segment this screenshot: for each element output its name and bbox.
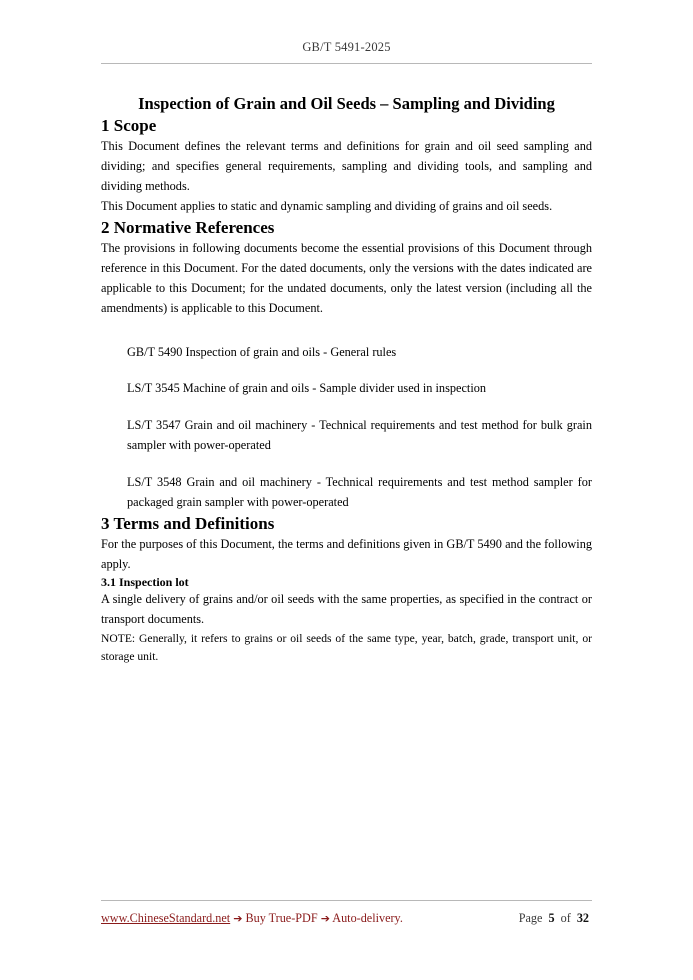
arrow-right-icon: ➔ — [233, 912, 243, 925]
section-heading-normative-references: 2 Normative References — [101, 217, 275, 237]
reference-item: LS/T 3547 Grain and oil machinery - Technical requirements and test method for bulk grain sampler with power-operated — [127, 418, 592, 453]
normative-intro-paragraph: The provisions in following documents become the essential provisions of this Document through reference in this Document. For the dated documents, only the versions with the dates indicated are applicable to this Document; for the undated documents, only the latest version (including all the amendments) is applicable to this Document. — [101, 240, 592, 315]
page-header — [101, 40, 592, 63]
section-heading-terms-and-definitions: 3 Terms and Definitions — [101, 513, 275, 533]
reference-item: LS/T 3545 Machine of grain and oils - Sample divider used in inspection — [127, 381, 487, 396]
page-content — [101, 40, 592, 667]
scope-paragraph-1: This Document defines the relevant terms and definitions for grain and oil seed sampling and dividing; and specifies general requirements, sampling and dividing tools, and sampling and dividing methods. — [101, 139, 592, 193]
arrow-right-icon: ➔ — [320, 912, 330, 925]
scope-paragraph-2: This Document applies to static and dynamic sampling and dividing of grains and oil seeds. — [101, 198, 553, 213]
page-footer — [101, 900, 592, 926]
reference-item: GB/T 5490 Inspection of grain and oils - General rules — [127, 344, 397, 359]
page-number: 5 — [548, 911, 555, 925]
header-divider — [101, 63, 592, 64]
auto-delivery-text: Auto-delivery. — [332, 911, 403, 925]
page-indicator — [519, 911, 592, 926]
subsection-heading-inspection-lot: 3.1 Inspection lot — [101, 574, 189, 589]
terms-intro-paragraph: For the purposes of this Document, the terms and definitions given in GB/T 5490 and the following apply. — [101, 537, 592, 571]
inspection-lot-paragraph: A single delivery of grains and/or oil seeds with the same properties, as specified in the contract or transport documents. — [101, 591, 592, 626]
page-label: Page — [518, 911, 543, 925]
document-title: Inspection of Grain and Oil Seeds – Sampling and Dividing — [138, 94, 555, 113]
inspection-lot-note: NOTE: Generally, it refers to grains or oil seeds of the same type, year, batch, grade, transport unit, or storage unit. — [101, 631, 592, 664]
total-pages: 32 — [576, 911, 589, 925]
of-label: of — [560, 911, 571, 925]
buy-true-pdf-text: Buy True-PDF — [245, 911, 318, 925]
footer-promo — [101, 911, 403, 926]
footer-divider — [101, 900, 592, 901]
reference-item: LS/T 3548 Grain and oil machinery - Technical requirements and test method sampler for packaged grain sampler with power-operated — [127, 475, 592, 510]
standard-number: GB/T 5491-2025 — [302, 40, 391, 54]
chinesestandard-link[interactable]: www.ChineseStandard.net — [101, 911, 231, 925]
section-heading-scope: 1 Scope — [101, 116, 157, 136]
